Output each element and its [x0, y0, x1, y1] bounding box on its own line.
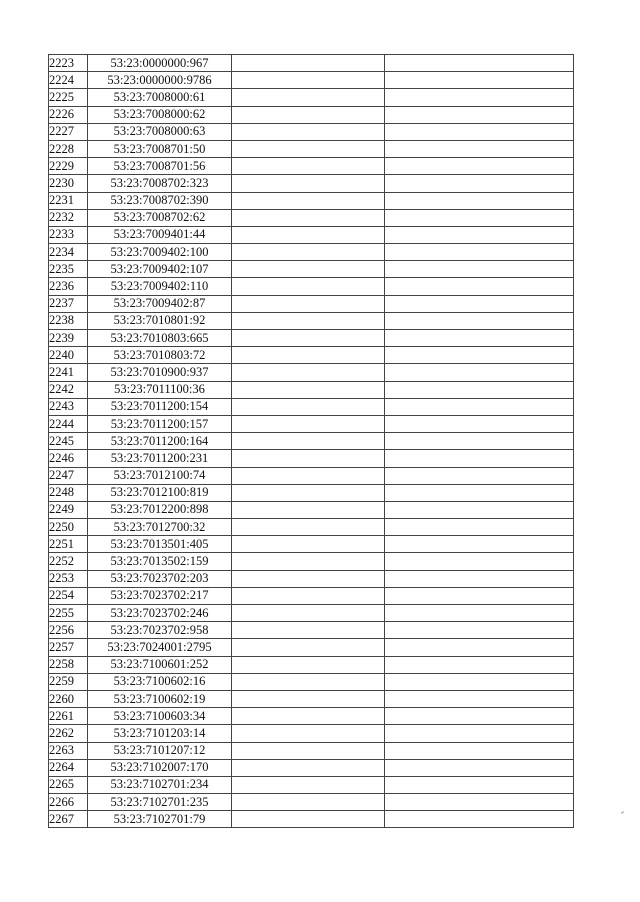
row-number: 2263	[49, 742, 88, 759]
table-row	[49, 811, 574, 828]
empty-cell	[385, 673, 574, 690]
cadastral-number: 53:23:7023702:246	[88, 605, 232, 622]
table-row	[49, 776, 574, 793]
row-number: 2245	[49, 433, 88, 450]
row-number: 2240	[49, 347, 88, 364]
cadastral-number: 53:23:7008000:62	[88, 106, 232, 123]
table-row	[49, 244, 574, 261]
table-row	[49, 261, 574, 278]
empty-cell	[385, 433, 574, 450]
table-row	[49, 312, 574, 329]
table-row	[49, 347, 574, 364]
row-number: 2238	[49, 312, 88, 329]
empty-cell	[232, 106, 385, 123]
table-row	[49, 364, 574, 381]
row-number: 2237	[49, 295, 88, 312]
empty-cell	[232, 673, 385, 690]
empty-cell	[232, 261, 385, 278]
empty-cell	[385, 330, 574, 347]
cadastral-number: 53:23:7100603:34	[88, 708, 232, 725]
row-number: 2252	[49, 553, 88, 570]
table-row	[49, 415, 574, 432]
table-row	[49, 278, 574, 295]
empty-cell	[385, 776, 574, 793]
table-row	[49, 209, 574, 226]
empty-cell	[232, 89, 385, 106]
row-number: 2226	[49, 106, 88, 123]
empty-cell	[232, 278, 385, 295]
cadastral-number: 53:23:7013502:159	[88, 553, 232, 570]
empty-cell	[232, 622, 385, 639]
row-number: 2246	[49, 450, 88, 467]
row-number: 2251	[49, 536, 88, 553]
cadastral-number: 53:23:7024001:2795	[88, 639, 232, 656]
empty-cell	[232, 55, 385, 72]
row-number: 2230	[49, 175, 88, 192]
table-row	[49, 55, 574, 72]
empty-cell	[385, 587, 574, 604]
empty-cell	[385, 690, 574, 707]
row-number: 2258	[49, 656, 88, 673]
empty-cell	[385, 553, 574, 570]
cadastral-number: 53:23:7102007:170	[88, 759, 232, 776]
empty-cell	[385, 622, 574, 639]
cadastral-number: 53:23:7009402:107	[88, 261, 232, 278]
cadastral-number: 53:23:7023702:958	[88, 622, 232, 639]
cadastral-number: 53:23:7012100:819	[88, 484, 232, 501]
empty-cell	[232, 501, 385, 518]
empty-cell	[232, 742, 385, 759]
empty-cell	[385, 295, 574, 312]
empty-cell	[232, 140, 385, 157]
table-row	[49, 536, 574, 553]
empty-cell	[385, 209, 574, 226]
empty-cell	[385, 364, 574, 381]
empty-cell	[232, 158, 385, 175]
empty-cell	[232, 347, 385, 364]
empty-cell	[385, 55, 574, 72]
cadastral-number: 53:23:7102701:234	[88, 776, 232, 793]
empty-cell	[385, 759, 574, 776]
row-number: 2267	[49, 811, 88, 828]
table-row	[49, 192, 574, 209]
empty-cell	[232, 72, 385, 89]
table-row	[49, 742, 574, 759]
table-row	[49, 656, 574, 673]
table-row	[49, 605, 574, 622]
empty-cell	[232, 536, 385, 553]
table-row	[49, 398, 574, 415]
row-number: 2225	[49, 89, 88, 106]
cadastral-number: 53:23:0000000:9786	[88, 72, 232, 89]
row-number: 2224	[49, 72, 88, 89]
table-row	[49, 501, 574, 518]
table-row	[49, 123, 574, 140]
empty-cell	[385, 381, 574, 398]
empty-cell	[385, 725, 574, 742]
scan-speck	[621, 811, 624, 814]
table-row	[49, 330, 574, 347]
cadastral-number: 53:23:7008701:56	[88, 158, 232, 175]
cadastral-number: 53:23:7008701:50	[88, 140, 232, 157]
empty-cell	[385, 226, 574, 243]
empty-cell	[385, 519, 574, 536]
table-row	[49, 622, 574, 639]
table-row	[49, 175, 574, 192]
empty-cell	[232, 364, 385, 381]
empty-cell	[385, 398, 574, 415]
row-number: 2256	[49, 622, 88, 639]
table-row	[49, 570, 574, 587]
row-number: 2241	[49, 364, 88, 381]
empty-cell	[232, 398, 385, 415]
table-row	[49, 158, 574, 175]
cadastral-number: 53:23:7100602:16	[88, 673, 232, 690]
table-row	[49, 519, 574, 536]
cadastral-number: 53:23:7008702:62	[88, 209, 232, 226]
table-row	[49, 106, 574, 123]
row-number: 2243	[49, 398, 88, 415]
empty-cell	[385, 261, 574, 278]
row-number: 2236	[49, 278, 88, 295]
empty-cell	[385, 570, 574, 587]
row-number: 2233	[49, 226, 88, 243]
cadastral-number: 53:23:0000000:967	[88, 55, 232, 72]
table-row	[49, 587, 574, 604]
empty-cell	[385, 312, 574, 329]
row-number: 2266	[49, 794, 88, 811]
empty-cell	[232, 175, 385, 192]
row-number: 2262	[49, 725, 88, 742]
empty-cell	[232, 226, 385, 243]
empty-cell	[232, 450, 385, 467]
empty-cell	[232, 415, 385, 432]
table-row	[49, 295, 574, 312]
empty-cell	[385, 278, 574, 295]
cadastral-number: 53:23:7023702:203	[88, 570, 232, 587]
cadastral-number: 53:23:7011200:231	[88, 450, 232, 467]
cadastral-number: 53:23:7008000:63	[88, 123, 232, 140]
empty-cell	[385, 72, 574, 89]
empty-cell	[232, 467, 385, 484]
cadastral-number: 53:23:7011100:36	[88, 381, 232, 398]
row-number: 2264	[49, 759, 88, 776]
cadastral-number: 53:23:7010803:665	[88, 330, 232, 347]
empty-cell	[232, 381, 385, 398]
empty-cell	[232, 433, 385, 450]
table-row	[49, 725, 574, 742]
empty-cell	[232, 519, 385, 536]
row-number: 2259	[49, 673, 88, 690]
empty-cell	[385, 106, 574, 123]
empty-cell	[232, 656, 385, 673]
empty-cell	[385, 415, 574, 432]
table-row	[49, 553, 574, 570]
cadastral-number: 53:23:7010803:72	[88, 347, 232, 364]
cadastral-number: 53:23:7023702:217	[88, 587, 232, 604]
table-row	[49, 759, 574, 776]
cadastral-number: 53:23:7012200:898	[88, 501, 232, 518]
cadastral-number: 53:23:7010801:92	[88, 312, 232, 329]
empty-cell	[385, 89, 574, 106]
table-row	[49, 433, 574, 450]
empty-cell	[232, 123, 385, 140]
empty-cell	[232, 690, 385, 707]
empty-cell	[232, 776, 385, 793]
empty-cell	[385, 501, 574, 518]
cadastral-number: 53:23:7101203:14	[88, 725, 232, 742]
cadastral-number: 53:23:7008702:390	[88, 192, 232, 209]
row-number: 2250	[49, 519, 88, 536]
cadastral-number: 53:23:7009402:110	[88, 278, 232, 295]
cadastral-number: 53:23:7010900:937	[88, 364, 232, 381]
table-row	[49, 484, 574, 501]
empty-cell	[232, 192, 385, 209]
cadastral-number: 53:23:7102701:235	[88, 794, 232, 811]
empty-cell	[385, 140, 574, 157]
empty-cell	[385, 811, 574, 828]
table-row	[49, 381, 574, 398]
table-row	[49, 450, 574, 467]
table-row	[49, 708, 574, 725]
empty-cell	[232, 605, 385, 622]
table-body	[49, 55, 574, 828]
cadastral-number: 53:23:7013501:405	[88, 536, 232, 553]
empty-cell	[232, 484, 385, 501]
cadastral-number: 53:23:7100602:19	[88, 690, 232, 707]
empty-cell	[385, 192, 574, 209]
table-row	[49, 140, 574, 157]
empty-cell	[385, 347, 574, 364]
empty-cell	[232, 587, 385, 604]
cadastral-number: 53:23:7012700:32	[88, 519, 232, 536]
empty-cell	[385, 123, 574, 140]
cadastral-number: 53:23:7011200:157	[88, 415, 232, 432]
empty-cell	[385, 742, 574, 759]
row-number: 2232	[49, 209, 88, 226]
table-row	[49, 639, 574, 656]
empty-cell	[232, 330, 385, 347]
cadastral-number: 53:23:7012100:74	[88, 467, 232, 484]
cadastral-number: 53:23:7100601:252	[88, 656, 232, 673]
row-number: 2239	[49, 330, 88, 347]
empty-cell	[232, 244, 385, 261]
empty-cell	[385, 244, 574, 261]
cadastral-number: 53:23:7009402:100	[88, 244, 232, 261]
table-row	[49, 690, 574, 707]
empty-cell	[385, 605, 574, 622]
row-number: 2257	[49, 639, 88, 656]
cadastral-number: 53:23:7008000:61	[88, 89, 232, 106]
row-number: 2228	[49, 140, 88, 157]
row-number: 2253	[49, 570, 88, 587]
row-number: 2265	[49, 776, 88, 793]
row-number: 2255	[49, 605, 88, 622]
empty-cell	[385, 708, 574, 725]
row-number: 2261	[49, 708, 88, 725]
row-number: 2235	[49, 261, 88, 278]
table-row	[49, 467, 574, 484]
empty-cell	[385, 656, 574, 673]
empty-cell	[232, 312, 385, 329]
cadastral-number: 53:23:7008702:323	[88, 175, 232, 192]
row-number: 2223	[49, 55, 88, 72]
cadastral-number: 53:23:7102701:79	[88, 811, 232, 828]
table-row	[49, 673, 574, 690]
empty-cell	[232, 708, 385, 725]
row-number: 2242	[49, 381, 88, 398]
cadastral-number: 53:23:7009402:87	[88, 295, 232, 312]
row-number: 2249	[49, 501, 88, 518]
empty-cell	[232, 794, 385, 811]
empty-cell	[385, 158, 574, 175]
empty-cell	[385, 639, 574, 656]
empty-cell	[385, 450, 574, 467]
row-number: 2231	[49, 192, 88, 209]
cadastral-number: 53:23:7011200:164	[88, 433, 232, 450]
empty-cell	[385, 794, 574, 811]
row-number: 2254	[49, 587, 88, 604]
row-number: 2227	[49, 123, 88, 140]
empty-cell	[385, 484, 574, 501]
table-row	[49, 794, 574, 811]
row-number: 2234	[49, 244, 88, 261]
row-number: 2260	[49, 690, 88, 707]
cadastral-number: 53:23:7009401:44	[88, 226, 232, 243]
row-number: 2247	[49, 467, 88, 484]
cadastral-number: 53:23:7011200:154	[88, 398, 232, 415]
cadastral-number: 53:23:7101207:12	[88, 742, 232, 759]
row-number: 2244	[49, 415, 88, 432]
empty-cell	[232, 639, 385, 656]
empty-cell	[232, 811, 385, 828]
empty-cell	[385, 175, 574, 192]
empty-cell	[385, 536, 574, 553]
row-number: 2248	[49, 484, 88, 501]
empty-cell	[232, 295, 385, 312]
empty-cell	[232, 725, 385, 742]
empty-cell	[232, 209, 385, 226]
empty-cell	[385, 467, 574, 484]
empty-cell	[232, 759, 385, 776]
table-row	[49, 226, 574, 243]
empty-cell	[232, 570, 385, 587]
cadastral-table	[48, 54, 574, 828]
table-row	[49, 89, 574, 106]
table-row	[49, 72, 574, 89]
empty-cell	[232, 553, 385, 570]
row-number: 2229	[49, 158, 88, 175]
